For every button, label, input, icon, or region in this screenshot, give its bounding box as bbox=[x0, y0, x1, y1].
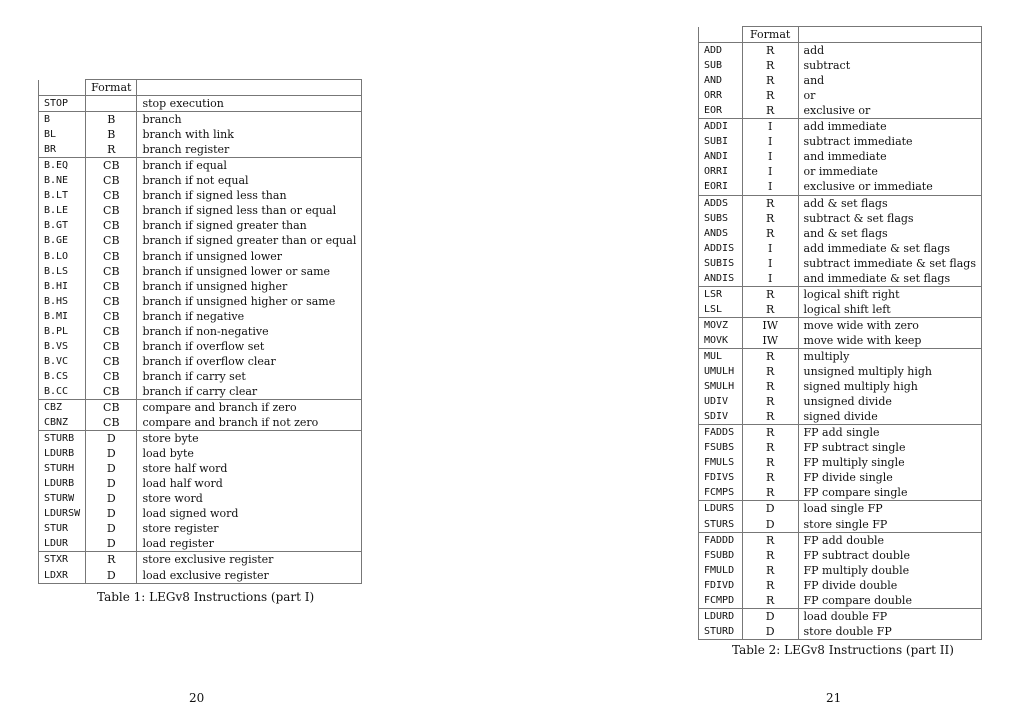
table-row bbox=[699, 58, 982, 73]
opcode-cell: LDURB bbox=[44, 478, 75, 490]
description-cell: subtract & set flags bbox=[803, 211, 914, 225]
format-cell: R bbox=[742, 348, 798, 364]
table-row bbox=[699, 195, 982, 211]
table-row bbox=[699, 409, 982, 425]
description-cell: compare and branch if zero bbox=[137, 399, 362, 415]
format-cell: B bbox=[86, 127, 137, 142]
table-row bbox=[39, 461, 362, 476]
format-cell: R bbox=[742, 409, 798, 425]
opcode-cell: FCMPS bbox=[704, 487, 735, 499]
format-cell: D bbox=[86, 476, 137, 491]
opcode-cell: STOP bbox=[39, 96, 86, 112]
table-header-row bbox=[39, 80, 362, 96]
description-cell: stop execution bbox=[137, 96, 362, 112]
format-cell: R bbox=[742, 211, 798, 226]
table-row bbox=[39, 279, 362, 294]
opcode-cell: B.LE bbox=[44, 205, 69, 217]
format-header: Format bbox=[742, 27, 798, 43]
table-row bbox=[699, 624, 982, 640]
format-cell: R bbox=[742, 548, 798, 563]
description-cell: store register bbox=[142, 522, 219, 536]
table-row bbox=[699, 548, 982, 563]
format-cell: CB bbox=[86, 369, 137, 384]
format-cell: IW bbox=[742, 333, 798, 349]
format-cell: D bbox=[86, 536, 137, 552]
format-cell bbox=[86, 96, 137, 112]
format-cell: R bbox=[742, 379, 798, 394]
table-row bbox=[699, 348, 982, 364]
table-row bbox=[699, 440, 982, 455]
table-row bbox=[39, 369, 362, 384]
opcode-cell: ANDIS bbox=[704, 272, 735, 284]
opcode-cell: B.HI bbox=[44, 280, 69, 292]
description-cell: FP subtract single bbox=[803, 441, 906, 455]
description-cell: FP compare single bbox=[803, 486, 908, 500]
format-cell: IW bbox=[742, 317, 798, 333]
table-row bbox=[699, 179, 982, 195]
table-row bbox=[699, 134, 982, 149]
description-cell: branch if overflow set bbox=[142, 339, 265, 353]
description-cell: branch if carry clear bbox=[142, 384, 258, 398]
opcode-cell: SUBIS bbox=[704, 257, 735, 269]
table-row bbox=[39, 339, 362, 354]
description-cell: branch if carry set bbox=[142, 369, 246, 383]
description-cell: add & set flags bbox=[798, 195, 981, 211]
table-row bbox=[699, 485, 982, 501]
format-cell: I bbox=[742, 149, 798, 164]
description-cell: store single FP bbox=[803, 517, 888, 531]
opcode-cell: LDXR bbox=[39, 568, 86, 584]
opcode-cell: FSUBS bbox=[704, 442, 735, 454]
description-cell: branch if non-negative bbox=[142, 324, 269, 338]
description-cell: compare and branch if not zero bbox=[142, 416, 319, 430]
format-cell: R bbox=[742, 425, 798, 441]
instruction-table-part-1 bbox=[38, 79, 362, 584]
opcode-cell: ANDI bbox=[704, 151, 729, 163]
opcode-cell: BR bbox=[44, 144, 57, 156]
format-cell: CB bbox=[86, 188, 137, 203]
opcode-cell: ORR bbox=[704, 90, 723, 102]
opcode-header bbox=[39, 80, 86, 96]
description-cell: load double FP bbox=[798, 608, 981, 624]
table-row bbox=[39, 96, 362, 112]
format-cell: CB bbox=[86, 173, 137, 188]
description-cell: FP divide single bbox=[803, 471, 893, 485]
table-row bbox=[699, 73, 982, 88]
description-cell: store double FP bbox=[798, 624, 981, 640]
table-row bbox=[699, 517, 982, 533]
table-row bbox=[699, 241, 982, 256]
description-cell: move wide with zero bbox=[798, 317, 981, 333]
format-cell: I bbox=[742, 241, 798, 256]
table-row bbox=[699, 364, 982, 379]
description-cell: exclusive or immediate bbox=[803, 180, 933, 194]
table-row bbox=[39, 203, 362, 218]
opcode-cell: LDURSW bbox=[44, 508, 81, 520]
table-caption: Table 1: LEGv8 Instructions (part I) bbox=[97, 590, 315, 604]
description-cell: branch if unsigned lower or same bbox=[142, 264, 331, 278]
table-row bbox=[699, 149, 982, 164]
format-cell: CB bbox=[86, 339, 137, 354]
format-cell: CB bbox=[86, 233, 137, 248]
description-cell: branch if overflow clear bbox=[142, 354, 276, 368]
opcode-cell: EORI bbox=[704, 181, 729, 193]
description-cell: unsigned multiply high bbox=[803, 365, 933, 379]
description-cell: exclusive or bbox=[803, 104, 871, 118]
format-cell: R bbox=[742, 455, 798, 470]
format-cell: CB bbox=[86, 399, 137, 415]
format-header: Format bbox=[86, 80, 137, 96]
format-cell: R bbox=[742, 43, 798, 59]
table-row bbox=[39, 536, 362, 552]
opcode-cell: B.MI bbox=[44, 310, 69, 322]
format-cell: CB bbox=[86, 354, 137, 369]
opcode-cell: FDIVS bbox=[704, 472, 735, 484]
opcode-cell: FMULS bbox=[704, 457, 735, 469]
table-row bbox=[699, 379, 982, 394]
description-cell: multiply bbox=[798, 348, 981, 364]
format-cell: R bbox=[742, 364, 798, 379]
format-cell: D bbox=[742, 624, 798, 640]
table-row bbox=[699, 470, 982, 485]
format-cell: R bbox=[742, 286, 798, 302]
format-cell: D bbox=[742, 501, 798, 517]
description-cell: store half word bbox=[142, 462, 228, 476]
format-cell: D bbox=[86, 431, 137, 447]
description-cell: load single FP bbox=[798, 501, 981, 517]
table-row bbox=[39, 173, 362, 188]
table-row bbox=[699, 578, 982, 593]
table-row bbox=[699, 271, 982, 287]
opcode-cell: STUR bbox=[44, 523, 69, 535]
description-cell: branch if signed less than or equal bbox=[142, 204, 337, 218]
opcode-cell: B.VC bbox=[44, 355, 69, 367]
instruction-table-part-2 bbox=[698, 26, 982, 640]
description-cell: signed multiply high bbox=[803, 380, 918, 394]
table-row bbox=[699, 455, 982, 470]
description-cell: unsigned divide bbox=[803, 395, 892, 409]
format-cell: CB bbox=[86, 309, 137, 324]
description-cell: and immediate bbox=[803, 150, 887, 164]
table-row bbox=[39, 415, 362, 431]
format-cell: I bbox=[742, 119, 798, 135]
format-cell: CB bbox=[86, 158, 137, 174]
table-row bbox=[699, 302, 982, 318]
format-cell: R bbox=[86, 552, 137, 568]
opcode-cell: B.VS bbox=[44, 340, 69, 352]
description-cell: branch if signed less than bbox=[142, 189, 287, 203]
description-cell: branch if unsigned lower bbox=[142, 249, 283, 263]
format-cell: D bbox=[742, 517, 798, 533]
opcode-cell: UMULH bbox=[704, 366, 735, 378]
opcode-cell: B bbox=[39, 112, 86, 128]
table-row bbox=[39, 506, 362, 521]
opcode-cell: B.EQ bbox=[39, 158, 86, 174]
table-row bbox=[699, 164, 982, 179]
description-cell: branch if signed greater than bbox=[142, 219, 307, 233]
opcode-cell: B.LT bbox=[44, 190, 69, 202]
table-row bbox=[699, 425, 982, 441]
table-row bbox=[699, 394, 982, 409]
table-row bbox=[39, 568, 362, 584]
format-cell: D bbox=[86, 506, 137, 521]
format-cell: D bbox=[86, 461, 137, 476]
format-cell: D bbox=[86, 491, 137, 506]
table-row bbox=[699, 119, 982, 135]
format-cell: I bbox=[742, 271, 798, 287]
table-row bbox=[39, 233, 362, 248]
table-row bbox=[39, 218, 362, 233]
format-cell: R bbox=[742, 394, 798, 409]
table-row bbox=[699, 333, 982, 349]
description-cell: add immediate & set flags bbox=[803, 241, 951, 255]
opcode-cell: EOR bbox=[704, 105, 723, 117]
table-row bbox=[699, 317, 982, 333]
description-cell: load register bbox=[142, 537, 214, 551]
opcode-cell: LDURD bbox=[699, 608, 743, 624]
table-row bbox=[39, 127, 362, 142]
table-row bbox=[699, 43, 982, 59]
description-cell: branch if signed greater than or equal bbox=[142, 234, 357, 248]
table-row bbox=[39, 309, 362, 324]
format-cell: R bbox=[742, 593, 798, 609]
description-cell: FP add single bbox=[798, 425, 981, 441]
format-cell: CB bbox=[86, 294, 137, 309]
description-cell: store byte bbox=[137, 431, 362, 447]
opcode-cell: B.CS bbox=[44, 370, 69, 382]
description-cell: load half word bbox=[142, 477, 223, 491]
opcode-cell: ADDI bbox=[699, 119, 743, 135]
table-row bbox=[39, 476, 362, 491]
table-row bbox=[39, 188, 362, 203]
opcode-cell: STURS bbox=[704, 518, 735, 530]
table-row bbox=[39, 249, 362, 264]
opcode-cell: MUL bbox=[699, 348, 743, 364]
opcode-cell: MOVK bbox=[704, 334, 729, 346]
description-cell: FP add double bbox=[798, 532, 981, 548]
opcode-header bbox=[699, 27, 743, 43]
table-row bbox=[39, 294, 362, 309]
description-cell: or bbox=[803, 89, 816, 103]
table-row bbox=[699, 286, 982, 302]
description-cell: load exclusive register bbox=[137, 568, 362, 584]
format-cell: CB bbox=[86, 415, 137, 431]
format-cell: CB bbox=[86, 218, 137, 233]
description-cell: branch with link bbox=[142, 128, 234, 142]
format-cell: CB bbox=[86, 384, 137, 400]
table-row bbox=[39, 384, 362, 400]
opcode-cell: LDURB bbox=[44, 448, 75, 460]
format-cell: R bbox=[742, 532, 798, 548]
description-cell: load signed word bbox=[142, 507, 239, 521]
right-page bbox=[512, 0, 1024, 726]
format-cell: R bbox=[742, 226, 798, 241]
format-cell: R bbox=[742, 485, 798, 501]
table-row bbox=[39, 264, 362, 279]
format-cell: I bbox=[742, 179, 798, 195]
page-number: 21 bbox=[826, 691, 842, 705]
opcode-cell: MOVZ bbox=[699, 317, 743, 333]
opcode-cell: ANDS bbox=[704, 227, 729, 239]
format-cell: CB bbox=[86, 264, 137, 279]
description-cell: load byte bbox=[142, 447, 194, 461]
format-cell: R bbox=[742, 440, 798, 455]
table-row bbox=[699, 563, 982, 578]
table-header-row bbox=[699, 27, 982, 43]
description-cell: store word bbox=[142, 492, 203, 506]
format-cell: R bbox=[86, 142, 137, 158]
table-row bbox=[39, 491, 362, 506]
opcode-cell: ADDIS bbox=[704, 242, 735, 254]
description-cell: branch if unsigned higher or same bbox=[142, 294, 336, 308]
description-header bbox=[137, 80, 362, 96]
opcode-cell: STURW bbox=[44, 493, 75, 505]
opcode-cell: FCMPD bbox=[704, 594, 735, 606]
opcode-cell: ADDS bbox=[699, 195, 743, 211]
description-cell: branch if equal bbox=[137, 158, 362, 174]
table-row bbox=[39, 431, 362, 447]
table-row bbox=[699, 226, 982, 241]
description-cell: add bbox=[798, 43, 981, 59]
format-cell: R bbox=[742, 88, 798, 103]
description-cell: FP subtract double bbox=[803, 548, 910, 562]
format-cell: R bbox=[742, 563, 798, 578]
format-cell: D bbox=[86, 521, 137, 536]
description-cell: branch register bbox=[142, 143, 230, 157]
format-cell: CB bbox=[86, 249, 137, 264]
opcode-cell: STURD bbox=[699, 624, 743, 640]
opcode-cell: SDIV bbox=[704, 411, 729, 423]
opcode-cell: CBZ bbox=[39, 399, 86, 415]
format-cell: R bbox=[742, 195, 798, 211]
description-cell: store exclusive register bbox=[137, 552, 362, 568]
opcode-cell: B.NE bbox=[44, 175, 69, 187]
description-cell: subtract immediate bbox=[803, 135, 913, 149]
format-cell: B bbox=[86, 112, 137, 128]
opcode-cell: LSR bbox=[699, 286, 743, 302]
opcode-cell: AND bbox=[704, 75, 723, 87]
description-cell: signed divide bbox=[803, 410, 878, 424]
opcode-cell: UDIV bbox=[704, 396, 729, 408]
description-cell: branch if not equal bbox=[142, 174, 249, 188]
opcode-cell: B.LS bbox=[44, 265, 69, 277]
format-cell: R bbox=[742, 58, 798, 73]
opcode-cell: SMULH bbox=[704, 381, 735, 393]
table-row bbox=[39, 142, 362, 158]
format-cell: R bbox=[742, 73, 798, 88]
description-cell: FP divide double bbox=[803, 578, 898, 592]
opcode-cell: LSL bbox=[704, 303, 723, 315]
opcode-cell: ORRI bbox=[704, 166, 729, 178]
description-cell: logical shift right bbox=[798, 286, 981, 302]
description-cell: branch bbox=[137, 112, 362, 128]
format-cell: R bbox=[742, 302, 798, 318]
table-row bbox=[699, 593, 982, 609]
format-cell: CB bbox=[86, 203, 137, 218]
opcode-cell: B.PL bbox=[44, 325, 69, 337]
table-row bbox=[39, 552, 362, 568]
opcode-cell: FDIVD bbox=[704, 579, 735, 591]
opcode-cell: STXR bbox=[39, 552, 86, 568]
opcode-cell: STURB bbox=[39, 431, 86, 447]
table-row bbox=[699, 608, 982, 624]
opcode-cell: FMULD bbox=[704, 564, 735, 576]
format-cell: I bbox=[742, 134, 798, 149]
table-row bbox=[39, 446, 362, 461]
description-cell: FP multiply single bbox=[803, 456, 905, 470]
opcode-cell: SUBS bbox=[704, 212, 729, 224]
opcode-cell: B.HS bbox=[44, 295, 69, 307]
table-row bbox=[699, 501, 982, 517]
opcode-cell: B.GT bbox=[44, 220, 69, 232]
table-row bbox=[39, 354, 362, 369]
description-cell: add immediate bbox=[798, 119, 981, 135]
format-cell: R bbox=[742, 470, 798, 485]
description-cell: FP compare double bbox=[803, 593, 912, 607]
table-row bbox=[39, 521, 362, 536]
description-cell: and bbox=[803, 74, 825, 88]
format-cell: R bbox=[742, 103, 798, 119]
format-cell: CB bbox=[86, 279, 137, 294]
table-row bbox=[699, 88, 982, 103]
opcode-cell: FADDS bbox=[699, 425, 743, 441]
description-cell: FP multiply double bbox=[803, 563, 910, 577]
table-row bbox=[39, 158, 362, 174]
description-cell: branch if unsigned higher bbox=[142, 279, 288, 293]
description-cell: subtract bbox=[803, 59, 851, 73]
format-cell: D bbox=[86, 568, 137, 584]
opcode-cell: SUB bbox=[704, 60, 723, 72]
table-row bbox=[39, 399, 362, 415]
opcode-cell: B.LO bbox=[44, 250, 69, 262]
table-caption: Table 2: LEGv8 Instructions (part II) bbox=[732, 643, 954, 657]
page-number: 20 bbox=[189, 691, 205, 705]
opcode-cell: LDURS bbox=[699, 501, 743, 517]
table-row bbox=[699, 532, 982, 548]
opcode-cell: SUBI bbox=[704, 136, 729, 148]
table-row bbox=[39, 324, 362, 339]
table-row bbox=[699, 256, 982, 271]
opcode-cell: CBNZ bbox=[44, 417, 69, 429]
description-cell: move wide with keep bbox=[803, 333, 922, 347]
format-cell: D bbox=[742, 608, 798, 624]
table-row bbox=[699, 103, 982, 119]
description-cell: branch if negative bbox=[142, 309, 245, 323]
opcode-cell: LDUR bbox=[44, 538, 69, 550]
opcode-cell: STURH bbox=[44, 463, 75, 475]
table-row bbox=[699, 211, 982, 226]
description-cell: and immediate & set flags bbox=[803, 271, 951, 285]
description-cell: subtract immediate & set flags bbox=[803, 256, 976, 270]
format-cell: I bbox=[742, 164, 798, 179]
format-cell: R bbox=[742, 578, 798, 593]
format-cell: D bbox=[86, 446, 137, 461]
opcode-cell: B.GE bbox=[44, 235, 69, 247]
description-header bbox=[798, 27, 981, 43]
format-cell: CB bbox=[86, 324, 137, 339]
opcode-cell: BL bbox=[44, 129, 57, 141]
table-row bbox=[39, 112, 362, 128]
description-cell: logical shift left bbox=[803, 302, 891, 316]
opcode-cell: B.CC bbox=[44, 385, 69, 397]
opcode-cell: ADD bbox=[699, 43, 743, 59]
opcode-cell: FADDD bbox=[699, 532, 743, 548]
format-cell: I bbox=[742, 256, 798, 271]
opcode-cell: FSUBD bbox=[704, 549, 735, 561]
description-cell: and & set flags bbox=[803, 226, 888, 240]
description-cell: or immediate bbox=[803, 165, 878, 179]
